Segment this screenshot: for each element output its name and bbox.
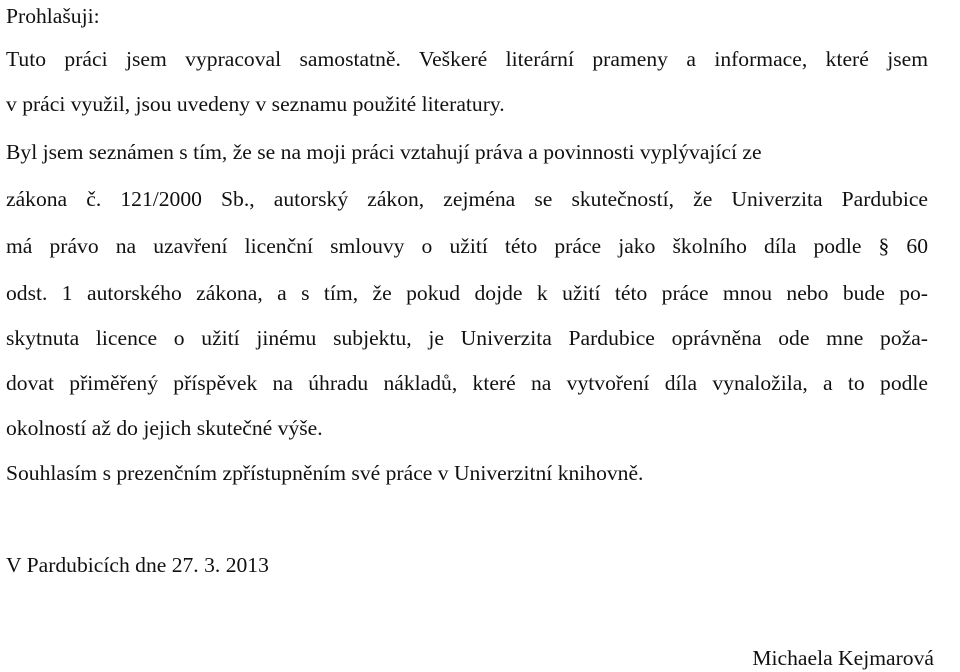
declaration-line-2: v práci využil, jsou uvedeny v seznamu použité literatury.: [6, 92, 505, 116]
declaration-line-5: má právo na uzavření licenční smlouvy o užití této práce jako školního díla podle § 60: [6, 234, 928, 258]
declaration-line-8: dovat přiměřený příspěvek na úhradu nákladů, které na vytvoření díla vynaložila, a to podle: [6, 371, 928, 395]
signature-name: Michaela Kejmarová: [752, 646, 934, 670]
declaration-line-3: Byl jsem seznámen s tím, že se na moji práci vztahují práva a povinnosti vyplývající ze: [6, 140, 762, 164]
declaration-line-9: okolností až do jejich skutečné výše.: [6, 416, 323, 440]
declaration-line-1: Tuto práci jsem vypracoval samostatně. Veškeré literární prameny a informace, které jsem: [6, 47, 928, 71]
declaration-line-4: zákona č. 121/2000 Sb., autorský zákon, zejména se skutečností, že Univerzita Pardubice: [6, 187, 928, 211]
declaration-line-7: skytnuta licence o užití jinému subjektu, je Univerzita Pardubice oprávněna ode mne poža-: [6, 326, 928, 350]
consent-line: Souhlasím s prezenčním zpřístupněním své práce v Univerzitní knihovně.: [6, 461, 644, 485]
place-date: V Pardubicích dne 27. 3. 2013: [6, 553, 269, 577]
declaration-heading: Prohlašuji:: [6, 4, 100, 28]
declaration-line-6: odst. 1 autorského zákona, a s tím, že pokud dojde k užití této práce mnou nebo bude po-: [6, 281, 928, 305]
